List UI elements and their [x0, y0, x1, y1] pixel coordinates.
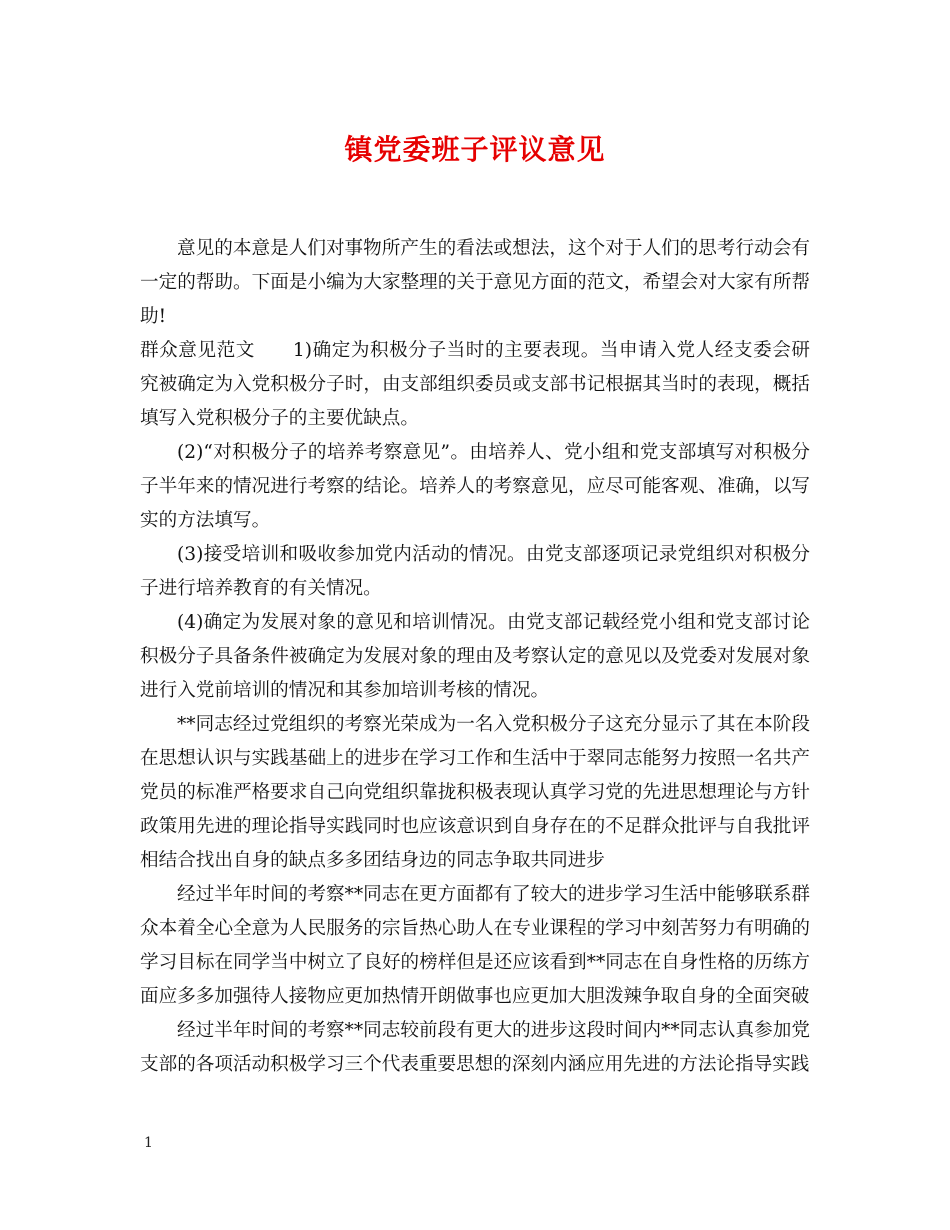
item-3-paragraph: (3)接受培训和吸收参加党内活动的情况。由党支部逐项记录党组织对积极分子进行培养教育的有关情况。	[140, 544, 810, 599]
item-1-text: 1)确定为积极分子当时的主要表现。当申请入党人经支委会研究被确定为入党积极分子时，由支部组织委员或支部书记根据其当时的表现，概括填写入党积极分子的主要优缺点。	[140, 340, 810, 429]
assessment-paragraph-3: 经过半年时间的考察**同志较前段有更大的进步这段时间内**同志认真参加党支部的各项活动积极学习三个代表重要思想的深刻内涵应用先进的方法论指导实践	[140, 1020, 810, 1075]
document-title: 镇党委班子评议意见	[344, 133, 606, 166]
section-label: 群众意见范文	[140, 340, 255, 361]
page-number: 1	[144, 1135, 153, 1151]
section-paragraph	[140, 334, 810, 436]
item-2-paragraph: (2)“对积极分子的培养考察意见”。由培养人、党小组和党支部填写对积极分子半年来的情况进行考察的结论。培养人的考察意见，应尽可能客观、准确，以写实的方法填写。	[140, 442, 810, 531]
item-4-paragraph: (4)确定为发展对象的意见和培训情况。由党支部记载经党小组和党支部讨论积极分子具备条件被确定为发展对象的理由及考察认定的意见以及党委对发展对象进行入党前培训的情况和其参加培训考核的情况。	[140, 612, 810, 701]
document-body	[140, 232, 810, 1082]
intro-paragraph: 意见的本意是人们对事物所产生的看法或想法，这个对于人们的思考行动会有一定的帮助。下面是小编为大家整理的关于意见方面的范文，希望会对大家有所帮助!	[140, 238, 810, 327]
assessment-paragraph-2: 经过半年时间的考察**同志在更方面都有了较大的进步学习生活中能够联系群众本着全心全意为人民服务的宗旨热心助人在专业课程的学习中刻苦努力有明确的学习目标在同学当中树立了良好的榜样但是还应该看到**同志在自身性格的历练方面应多多加强待人接物应更加热情开朗做事也应更加大胆泼辣争取自身的全面突破	[140, 884, 810, 1007]
assessment-paragraph-1: **同志经过党组织的考察光荣成为一名入党积极分子这充分显示了其在本阶段在思想认识与实践基础上的进步在学习工作和生活中于翠同志能努力按照一名共产党员的标准严格要求自己向党组织靠拢积极表现认真学习党的先进思想理论与方针政策用先进的理论指导实践同时也应该意识到自身存在的不足群众批评与自我批评相结合找出自身的缺点多多团结身边的同志争取共同进步	[140, 714, 810, 871]
